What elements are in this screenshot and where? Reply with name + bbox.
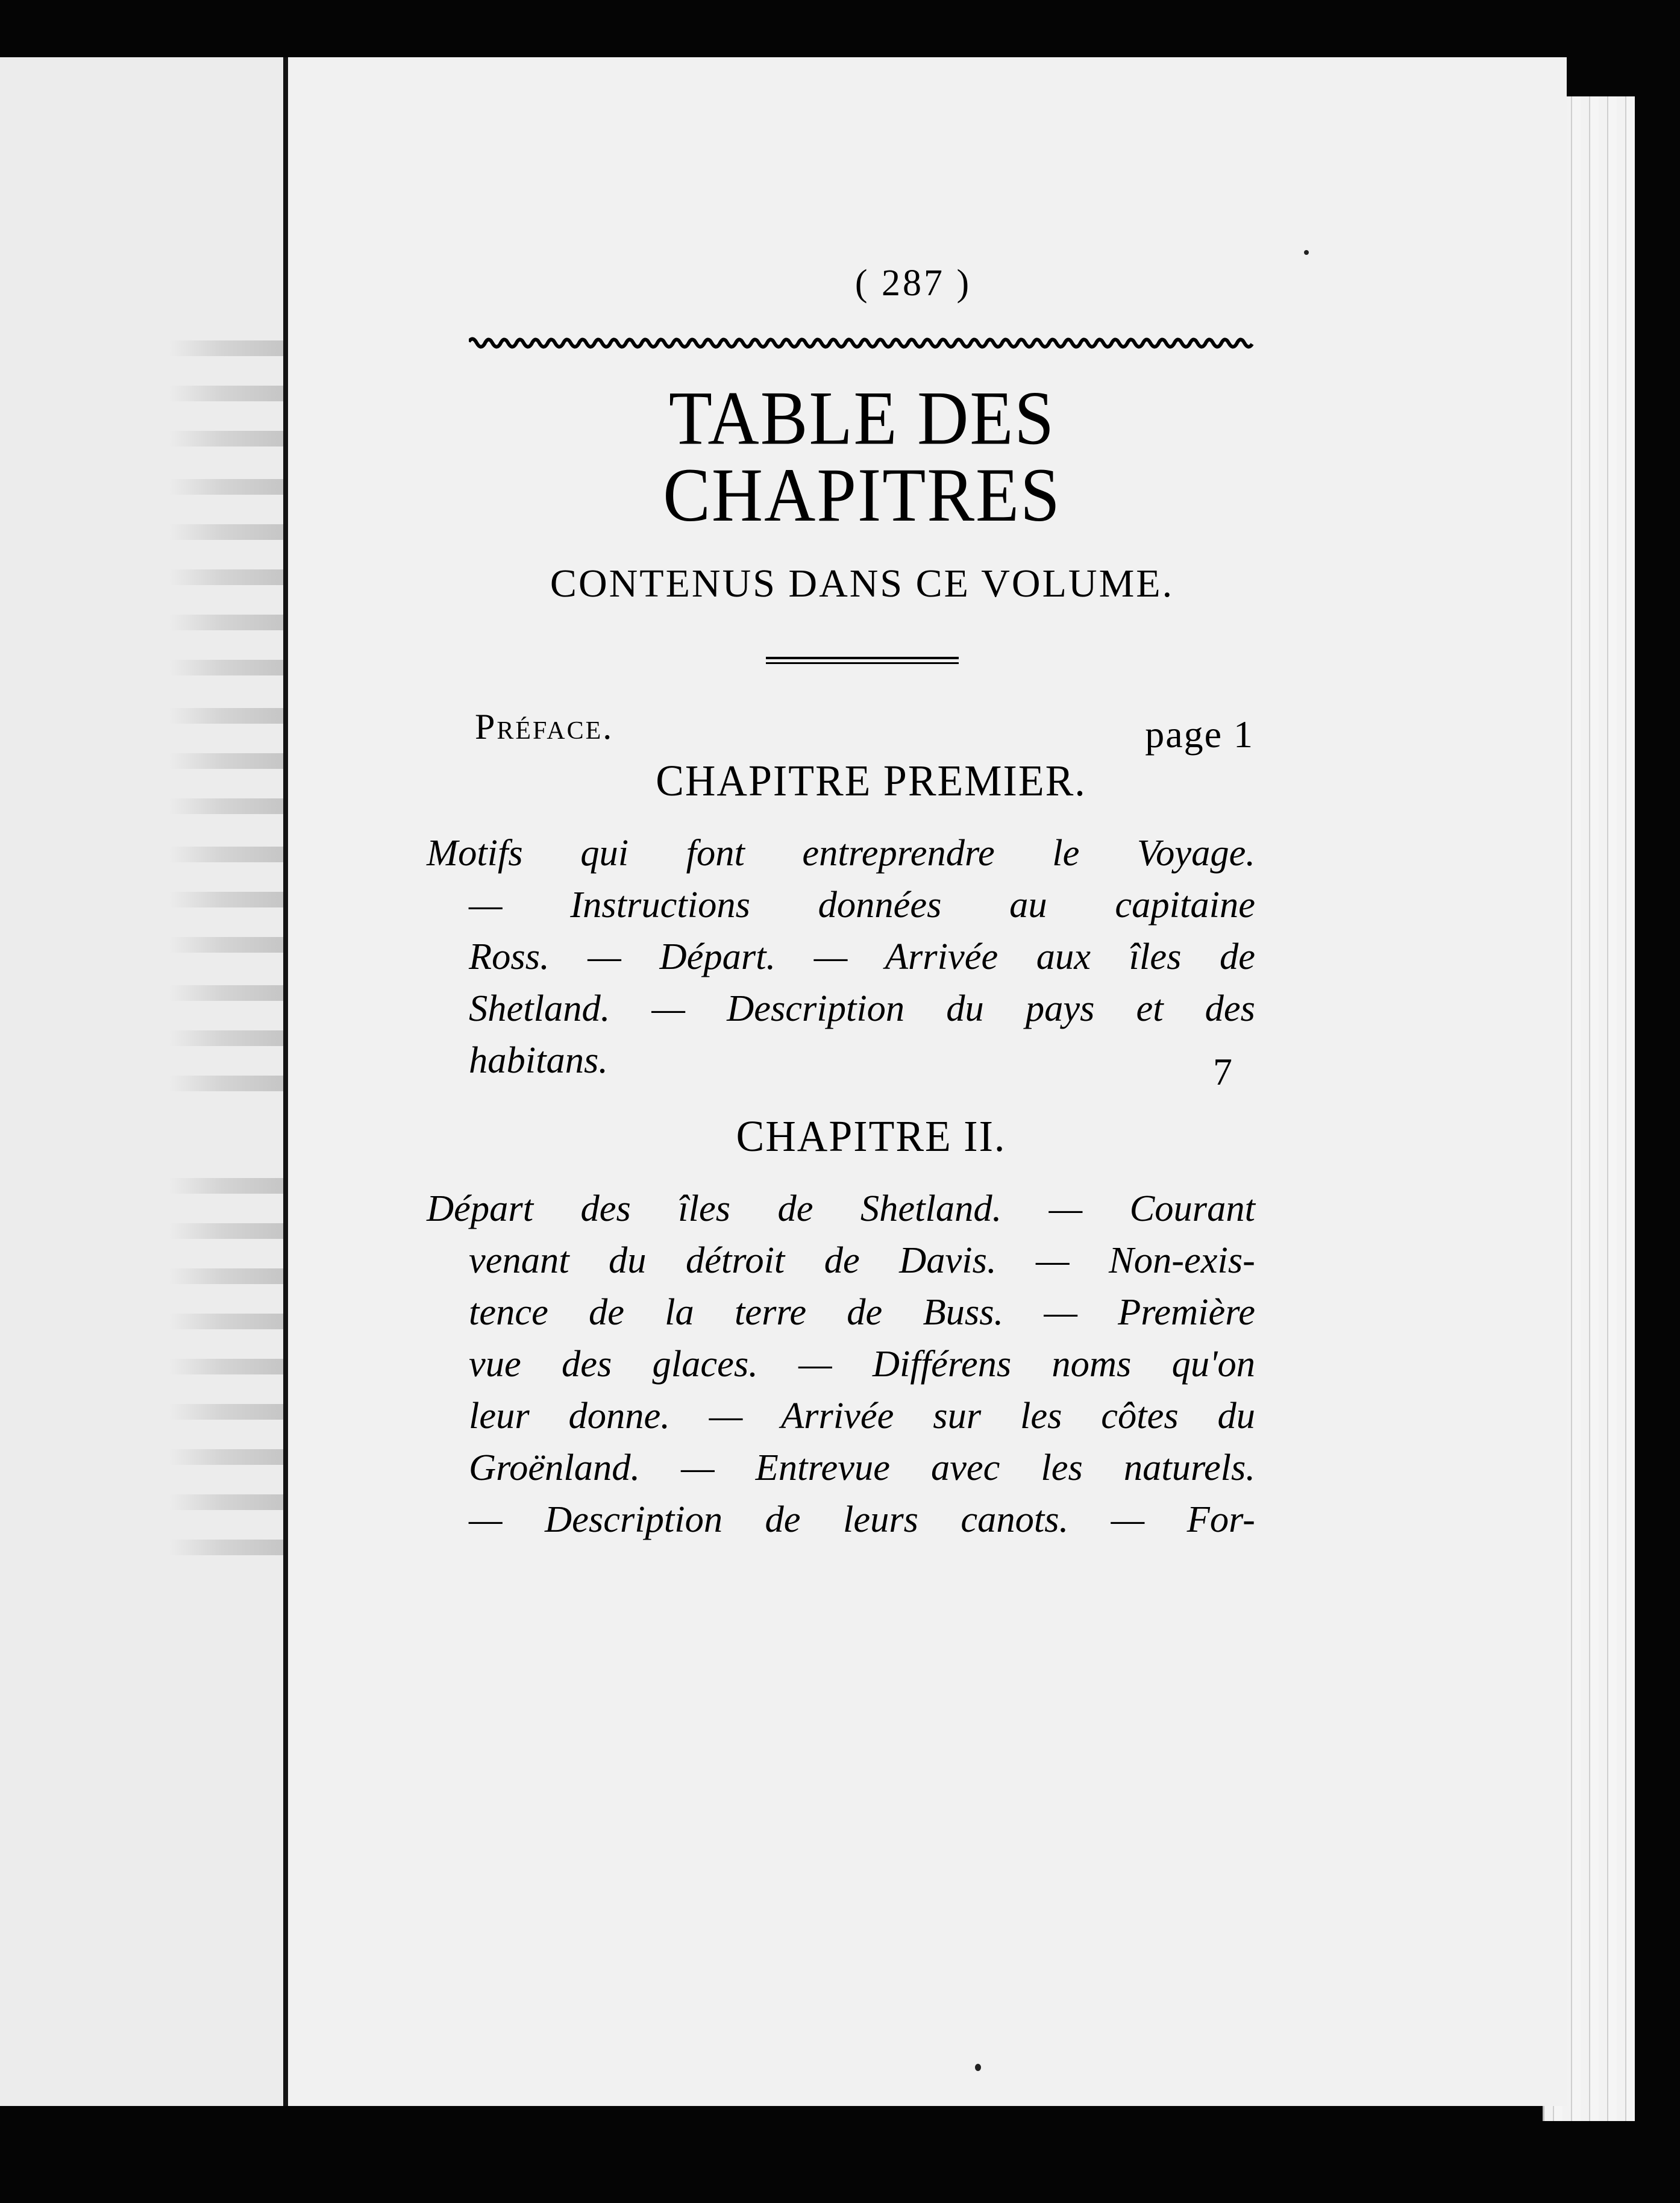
summary-line: habitans. <box>469 1039 608 1081</box>
paper-speck <box>1304 250 1309 255</box>
chapter-heading: CHAPITRE II. <box>736 1112 1006 1161</box>
page-subtitle: CONTENUS DANS CE VOLUME. <box>550 562 1174 606</box>
previous-page-edge <box>0 57 317 2106</box>
summary-line: Motifs qui font entreprendre le Voyage. <box>427 832 1255 874</box>
summary-line: leur donne. — Arrivée sur les côtes du <box>469 1394 1255 1437</box>
summary-line: Groënland. — Entrevue avec les naturels. <box>469 1446 1255 1488</box>
summary-line: tence de la terre de Buss. — Première <box>469 1291 1255 1333</box>
chapter-heading: CHAPITRE PREMIER. <box>656 757 1086 806</box>
page-title: TABLE DES CHAPITRES <box>663 375 1061 537</box>
summary-line: Shetland. — Description du pays et des <box>469 987 1255 1029</box>
preface-page-number: page 1 <box>1145 713 1254 756</box>
page-content <box>427 262 1255 1545</box>
ornamental-wavy-rule <box>469 334 1255 353</box>
table-of-contents-page <box>283 57 1567 2106</box>
chapter-summary <box>427 1182 1255 1545</box>
summary-line: Départ des îles de Shetland. — Courant <box>427 1187 1255 1229</box>
page-number: ( 287 ) <box>854 263 972 304</box>
summary-line: vue des glaces. — Différens noms qu'on <box>469 1343 1255 1385</box>
summary-line: — Instructions données au capitaine <box>469 883 1255 926</box>
chapter-summary <box>427 827 1255 1093</box>
summary-line: Ross. — Départ. — Arrivée aux îles de <box>469 935 1255 977</box>
summary-line: venant du détroit de Davis. — Non-exis- <box>469 1239 1255 1281</box>
summary-line: — Description de leurs canots. — For- <box>469 1498 1255 1540</box>
summary-last-line: habitans. 7 <box>511 1034 1255 1086</box>
double-rule-divider <box>766 657 959 664</box>
preface-entry <box>469 700 1255 756</box>
preface-label: Préface. <box>475 707 614 747</box>
paper-speck <box>975 2064 981 2071</box>
